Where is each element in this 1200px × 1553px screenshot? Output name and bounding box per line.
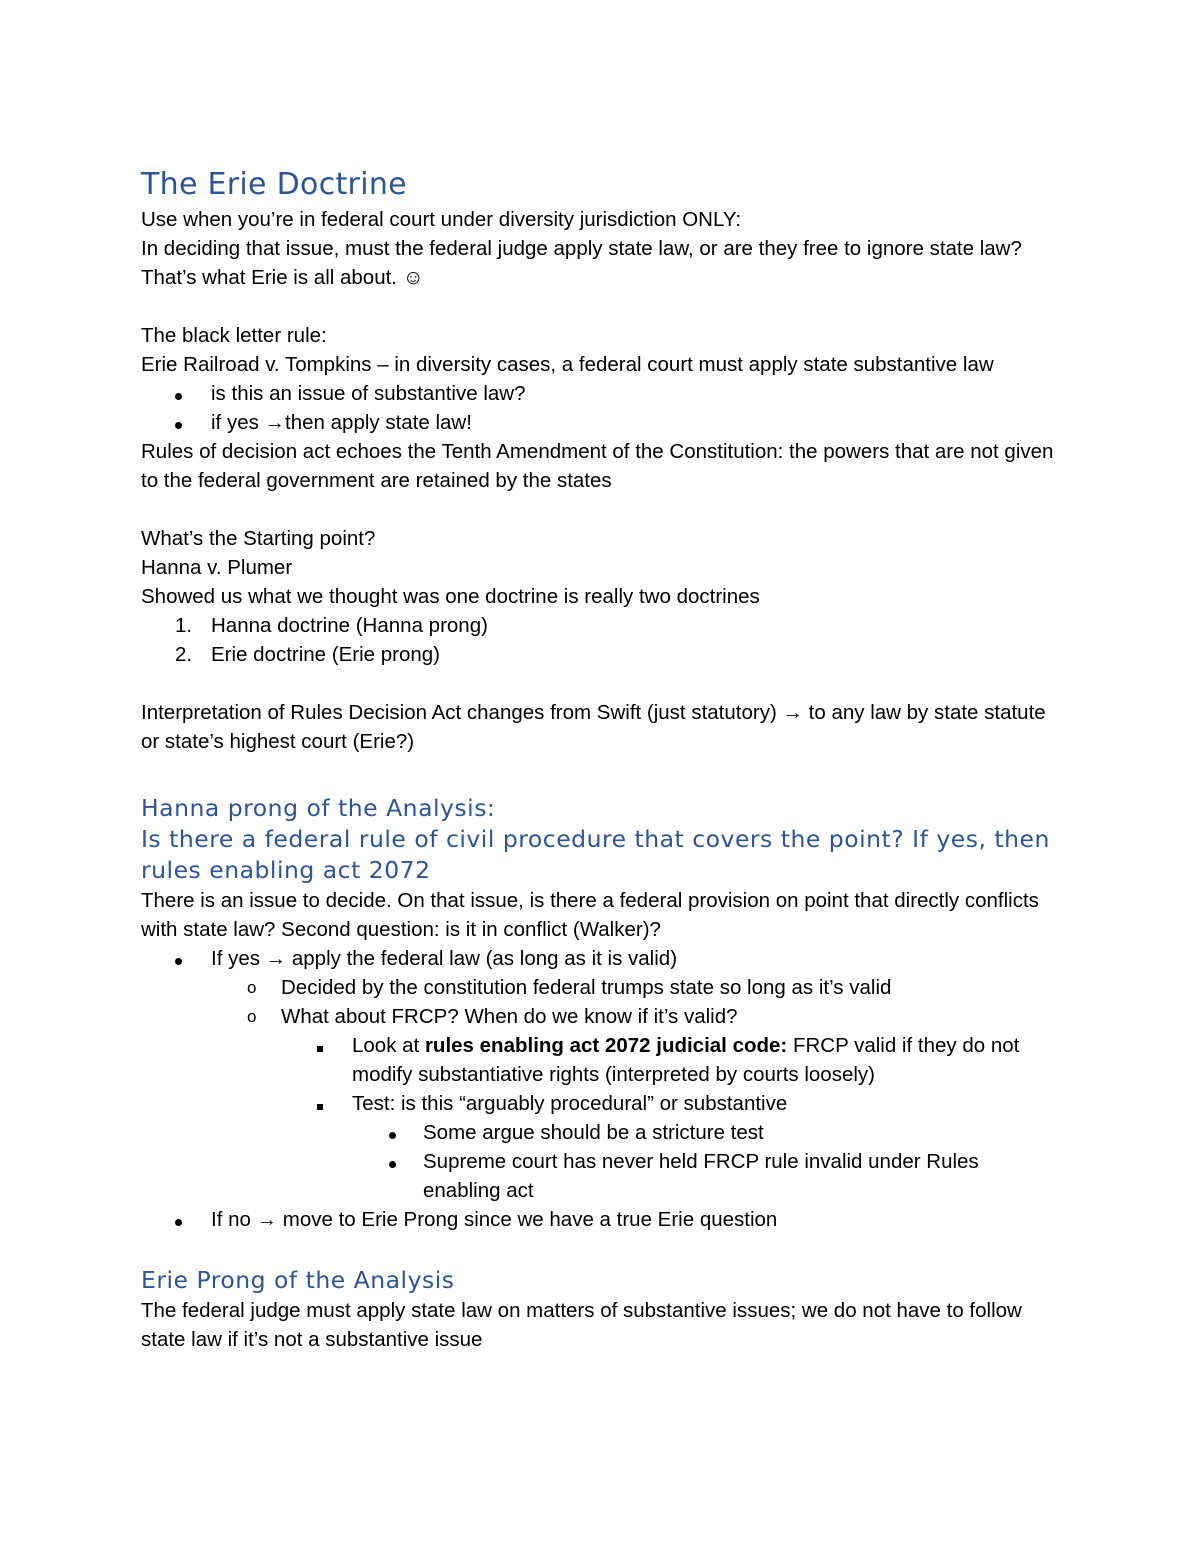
bullet-icon [389, 1118, 396, 1147]
list-number: 1. [175, 614, 193, 637]
list-item: if yes →then apply state law! [141, 408, 1061, 437]
starting-point-case: Hanna v. Plumer [141, 556, 293, 579]
hanna-body: There is an issue to decide. On that issue, is there a federal provision on point that directly conflicts with state law? Second question: is it in conflict (Walker)? [141, 889, 1039, 941]
black-letter-bullets [141, 379, 1061, 437]
interpretation-text: Interpretation of Rules Decision Act changes from Swift (just statutory) → to any law by state statute or state’s highest court (Erie?) [141, 701, 1046, 753]
list-item: Look at rules enabling act 2072 judicial code: FRCP valid if they do not modify substantiative rights (interpreted by courts loosely) [141, 1031, 1061, 1089]
spacer [141, 495, 1061, 524]
starting-point-showed: Showed us what we thought was one doctrine is really two doctrines [141, 585, 760, 608]
bullet-icon [175, 379, 182, 408]
rules-of-decision-text: Rules of decision act echoes the Tenth Amendment of the Constitution: the powers that are not given to the federal government are retained by the states [141, 440, 1054, 492]
erie-heading: Erie Prong of the Analysis [141, 1266, 455, 1294]
list-item: Test: is this “arguably procedural” or substantive [141, 1089, 1061, 1118]
spacer [141, 756, 1061, 793]
document-body [141, 165, 1061, 1354]
hanna-outline [141, 944, 1061, 1234]
list-item: If yes → apply the federal law (as long as it is valid) [141, 944, 1061, 973]
spacer [141, 1234, 1061, 1265]
hanna-heading: Hanna prong of the Analysis: Is there a federal rule of civil procedure that covers the point? If yes, then rules enabling act 2072 [141, 794, 1050, 884]
intro-line-1: Use when you’re in federal court under diversity jurisdiction ONLY: [141, 208, 742, 231]
bullet-icon [175, 944, 182, 973]
list-item: o Decided by the constitution federal trumps state so long as it’s valid [141, 973, 1061, 1002]
black-letter-rule: Erie Railroad v. Tompkins – in diversity cases, a federal court must apply state substantive law [141, 353, 994, 376]
list-item: 1. Hanna doctrine (Hanna prong) [141, 611, 1061, 640]
doctrines-list [141, 611, 1061, 669]
document-title: The Erie Doctrine [141, 167, 407, 202]
list-number: 2. [175, 643, 193, 666]
bullet-icon [175, 1205, 182, 1234]
list-item: is this an issue of substantive law? [141, 379, 1061, 408]
erie-body: The federal judge must apply state law on matters of substantive issues; we do not have to follow state law if it’s not a substantive issue [141, 1299, 1022, 1351]
list-item: 2. Erie doctrine (Erie prong) [141, 640, 1061, 669]
square-bullet-icon [317, 1089, 323, 1118]
circle-bullet-icon: o [247, 978, 257, 997]
starting-point-question: What’s the Starting point? [141, 527, 376, 550]
intro-line-2: In deciding that issue, must the federal judge apply state law, or are they free to ignore state law? That’s what Erie is all about. ☺ [141, 237, 1022, 289]
list-item: If no → move to Erie Prong since we have a true Erie question [141, 1205, 1061, 1234]
circle-bullet-icon: o [247, 1007, 257, 1026]
list-item: Supreme court has never held FRCP rule invalid under Rules enabling act [141, 1147, 1061, 1205]
spacer [141, 292, 1061, 321]
list-item: o What about FRCP? When do we know if it’s valid? [141, 1002, 1061, 1031]
list-item: Some argue should be a stricture test [141, 1118, 1061, 1147]
bullet-icon [175, 408, 182, 437]
bullet-icon [389, 1147, 396, 1176]
black-letter-heading: The black letter rule: [141, 324, 327, 347]
spacer [141, 669, 1061, 698]
square-bullet-icon [317, 1031, 323, 1060]
